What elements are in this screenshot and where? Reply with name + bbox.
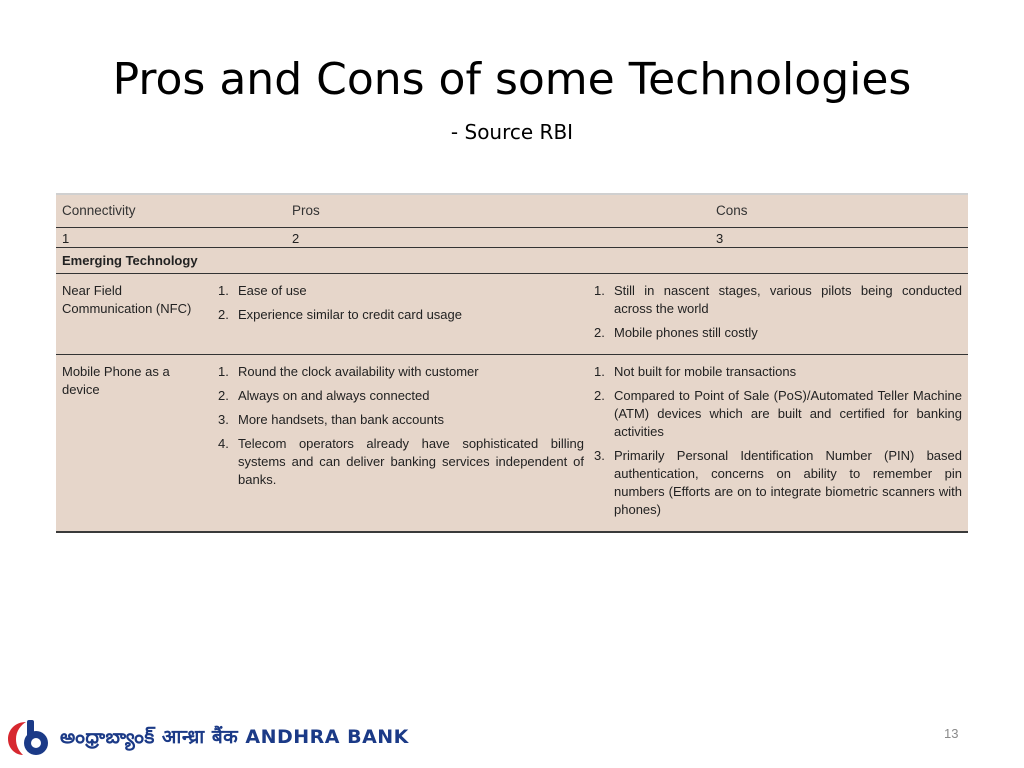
pros-list (218, 282, 584, 324)
list-item: 1. Still in nascent stages, various pilots being conducted across the world (594, 283, 962, 316)
header-pros: Pros (292, 203, 320, 218)
list-item: 3. Primarily Personal Identification Number (PIN) based authentication, concerns on ability to remember pin numbers (Efforts are on to integrate biometric scanners with phones) (594, 448, 962, 517)
col-number-2: 2 (292, 231, 300, 246)
cons-cell (590, 274, 968, 355)
list-item: 2. Compared to Point of Sale (PoS)/Automated Teller Machine (ATM) devices which are built and certified for banking activities (594, 388, 962, 439)
table-header-row (56, 195, 968, 228)
andhra-bank-emblem-icon (6, 716, 52, 760)
header-connectivity: Connectivity (62, 203, 136, 218)
list-item: 3. More handsets, than bank accounts (218, 412, 444, 427)
slide-subtitle: - Source RBI (450, 120, 574, 144)
pros-cell (212, 355, 590, 532)
list-item: 1. Ease of use (218, 283, 307, 298)
cons-list (594, 363, 962, 519)
logo-text: అంధ్రాబ్యాంక్ आन्ध्रा बैंक ANDHRA BANK (60, 726, 409, 748)
list-item: 1. Round the clock availability with customer (218, 364, 479, 379)
cons-cell (590, 355, 968, 532)
list-item: 2. Always on and always connected (218, 388, 430, 403)
table-number-row (56, 228, 968, 248)
row-label-mobile: Mobile Phone as a device (62, 364, 170, 397)
list-item: 1. Not built for mobile transactions (594, 364, 797, 379)
cons-list (594, 282, 962, 342)
andhra-bank-logo (6, 716, 409, 760)
section-label: Emerging Technology (62, 253, 198, 268)
page-number: 13 (944, 726, 959, 741)
slide-title: Pros and Cons of some Technologies (112, 54, 912, 105)
col-number-3: 3 (716, 231, 724, 246)
list-item: 2. Mobile phones still costly (594, 325, 758, 340)
table-row (56, 274, 968, 355)
header-cons: Cons (716, 203, 748, 218)
comparison-table (56, 193, 968, 533)
table-row (56, 355, 968, 532)
row-label-nfc: Near Field Communication (NFC) (62, 283, 192, 316)
list-item: 4. Telecom operators already have sophisticated billing systems and can deliver banking services independent of banks. (218, 436, 584, 487)
pros-list (218, 363, 584, 489)
col-number-1: 1 (62, 231, 70, 246)
pros-cell (212, 274, 590, 355)
section-row (56, 248, 968, 274)
list-item: 2. Experience similar to credit card usage (218, 307, 462, 322)
